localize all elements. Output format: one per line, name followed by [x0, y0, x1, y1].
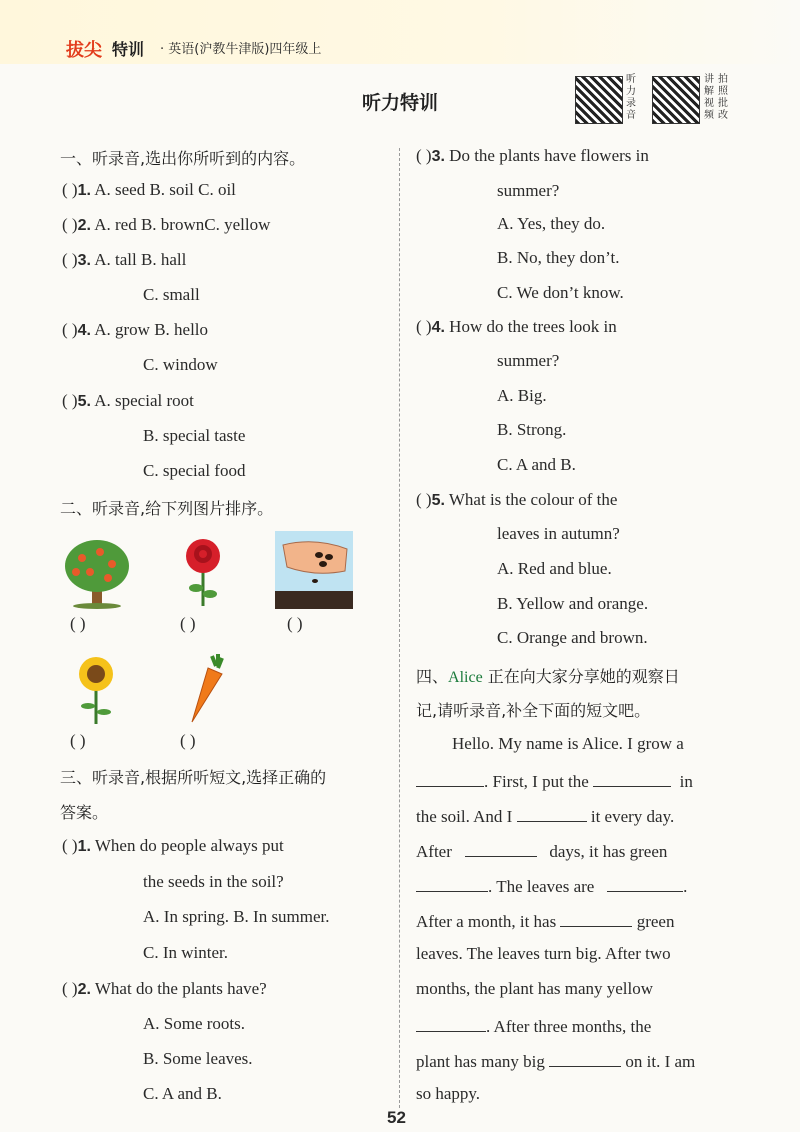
- s1-item-3-opt-c: C. small: [143, 285, 200, 304]
- pic4-answer: ( ): [70, 731, 86, 750]
- s3-q2-c: C. A and B.: [143, 1084, 222, 1103]
- seed-planting-icon: [275, 531, 353, 609]
- s3-q2-a: A. Some roots.: [143, 1014, 245, 1033]
- s3-q1-opt2: C. In winter.: [143, 943, 228, 962]
- carrot-icon: [182, 650, 226, 724]
- s3-q1: ( )1. When do people always put: [62, 836, 284, 855]
- s1-item-4-opt-c: C. window: [143, 355, 218, 374]
- s3-q4-b: B. Strong.: [497, 420, 567, 439]
- sunflower-icon: [76, 654, 116, 726]
- s1-item-5-opt-c: C. special food: [143, 461, 246, 480]
- s1-item-5-opt-b: B. special taste: [143, 426, 246, 445]
- page-number: 52: [387, 1108, 406, 1127]
- passage-line-10: plant has many big on it. I am: [416, 1049, 695, 1072]
- pic5-answer: ( ): [180, 731, 196, 750]
- page-title: 听力特训: [362, 92, 439, 114]
- apple-tree-icon: [62, 534, 132, 610]
- book-title: · 英语(沪教牛津版)四年级上: [160, 42, 322, 57]
- passage-line-3: the soil. And I it every day.: [416, 804, 674, 827]
- pic2-answer: ( ): [180, 614, 196, 633]
- s3-q1-stem2: the seeds in the soil?: [143, 872, 284, 891]
- qr-code-icon: [652, 76, 700, 124]
- section3-heading-2: 答案。: [60, 803, 109, 822]
- s1-item-4: ( )4. A. grow B. hello: [62, 320, 209, 339]
- s1-item-3: ( )3. A. tall B. hall: [62, 250, 187, 269]
- passage-line-7: leaves. The leaves turn big. After two: [416, 944, 671, 963]
- rose-icon: [178, 536, 228, 608]
- brand-logo: 拔尖: [66, 40, 102, 61]
- s3-q5-b: B. Yellow and orange.: [497, 594, 649, 613]
- s3-q1-opt1: A. In spring. B. In summer.: [143, 907, 330, 926]
- section1-heading: 一、听录音,选出你所听到的内容。: [60, 149, 306, 168]
- passage-line-1: Hello. My name is Alice. I grow a: [452, 734, 684, 753]
- s3-q5: ( )5. What is the colour of the: [416, 490, 618, 509]
- qr-label-photo: 拍照批改: [718, 74, 728, 121]
- s3-q5-stem2: leaves in autumn?: [497, 524, 620, 543]
- passage-line-2: . First, I put the in: [416, 769, 693, 792]
- s3-q4: ( )4. How do the trees look in: [416, 317, 617, 336]
- blank-9[interactable]: [549, 1049, 621, 1067]
- blank-2[interactable]: [593, 769, 671, 787]
- passage-line-6: After a month, it has green: [416, 909, 674, 932]
- s1-item-2: ( )2. A. red B. brownC. yellow: [62, 215, 271, 234]
- qr-label-video: 讲解视频: [704, 74, 714, 121]
- s3-q3: ( )3. Do the plants have flowers in: [416, 146, 649, 165]
- passage-line-4: After days, it has green: [416, 839, 667, 862]
- s3-q5-a: A. Red and blue.: [497, 559, 612, 578]
- blank-7[interactable]: [560, 909, 632, 927]
- passage-line-11: so happy.: [416, 1084, 481, 1103]
- s1-item-5: ( )5. A. special root: [62, 391, 194, 410]
- blank-6[interactable]: [607, 874, 683, 892]
- section4-heading-2: 记,请听录音,补全下面的短文吧。: [416, 701, 651, 720]
- s3-q2: ( )2. What do the plants have?: [62, 979, 267, 998]
- pic3-answer: ( ): [287, 614, 303, 633]
- passage-line-9: . After three months, the: [416, 1014, 651, 1037]
- brand-logo-2: 特训: [112, 40, 145, 59]
- pic1-answer: ( ): [70, 614, 86, 633]
- s1-item-1: ( )1. A. seed B. soil C. oil: [62, 180, 236, 199]
- passage-line-8: months, the plant has many yellow: [416, 979, 654, 998]
- s3-q3-c: C. We don’t know.: [497, 283, 624, 302]
- s3-q5-c: C. Orange and brown.: [497, 628, 648, 647]
- blank-5[interactable]: [416, 874, 488, 892]
- s3-q4-c: C. A and B.: [497, 455, 576, 474]
- s3-q4-stem2: summer?: [497, 351, 560, 370]
- qr-label-listening: 听力录音: [626, 74, 636, 121]
- blank-3[interactable]: [517, 804, 587, 822]
- s3-q3-stem2: summer?: [497, 181, 560, 200]
- section4-heading: 四、Alice 正在向大家分享她的观察日: [416, 667, 680, 686]
- section2-heading: 二、听录音,给下列图片排序。: [60, 499, 274, 518]
- s3-q4-a: A. Big.: [497, 386, 547, 405]
- passage-line-5: . The leaves are .: [416, 874, 687, 897]
- s3-q2-b: B. Some leaves.: [143, 1049, 253, 1068]
- s3-q3-a: A. Yes, they do.: [497, 214, 606, 233]
- section3-heading: 三、听录音,根据所听短文,选择正确的: [60, 768, 327, 787]
- column-divider: [399, 148, 400, 1108]
- blank-1[interactable]: [416, 769, 484, 787]
- blank-8[interactable]: [416, 1014, 486, 1032]
- s3-q3-b: B. No, they don’t.: [497, 248, 620, 267]
- qr-code-icon: [575, 76, 623, 124]
- blank-4[interactable]: [465, 839, 537, 857]
